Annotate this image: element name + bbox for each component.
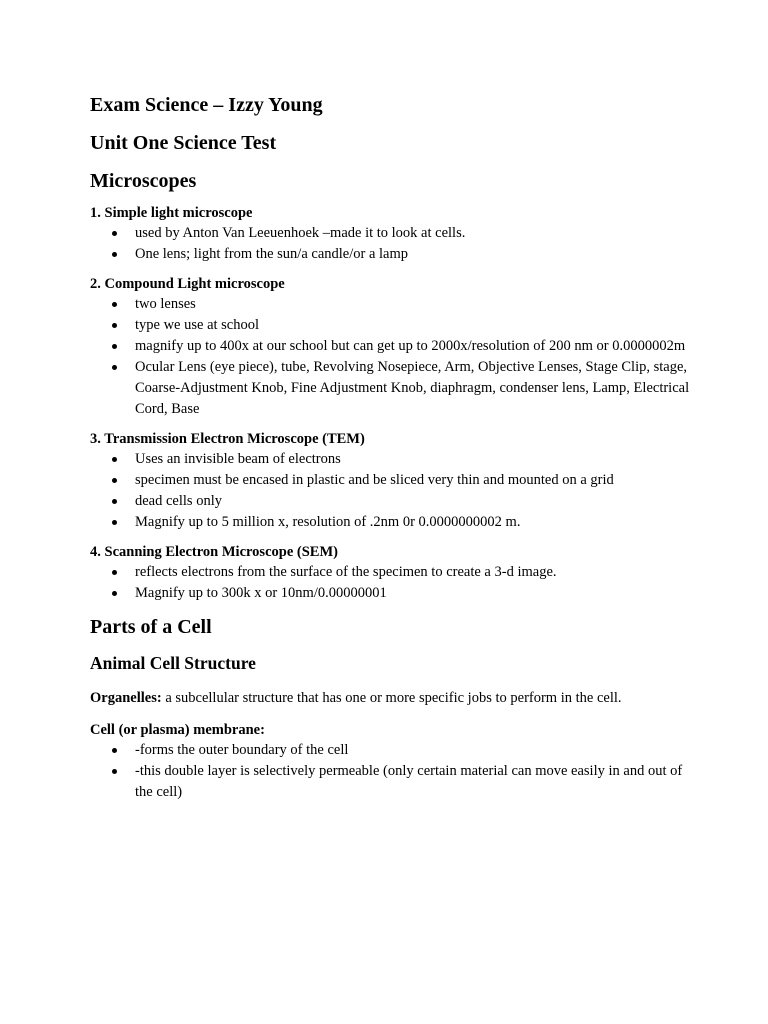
list-item: two lenses: [90, 294, 690, 315]
unit-heading: Unit One Science Test: [90, 132, 277, 154]
animal-cell-heading: Animal Cell Structure: [90, 653, 256, 673]
simple-microscope-list: [90, 223, 690, 265]
compound-microscope-heading: 2. Compound Light microscope: [90, 276, 285, 292]
tem-list: [90, 449, 690, 533]
organelles-text: a subcellular structure that has one or more specific jobs to perform in the cell.: [161, 690, 622, 706]
cell-membrane-list: [90, 740, 690, 803]
cell-membrane-heading: Cell (or plasma) membrane:: [90, 722, 265, 738]
list-item: specimen must be encased in plastic and be sliced very thin and mounted on a grid: [90, 470, 690, 491]
sem-list: [90, 562, 690, 604]
sem-heading: 4. Scanning Electron Microscope (SEM): [90, 544, 338, 560]
list-item: -forms the outer boundary of the cell: [90, 740, 690, 761]
list-item: reflects electrons from the surface of the specimen to create a 3-d image.: [90, 562, 690, 583]
list-item: used by Anton Van Leeuenhoek –made it to look at cells.: [90, 223, 690, 244]
list-item: Magnify up to 300k x or 10nm/0.00000001: [90, 583, 690, 604]
organelles-definition: [90, 689, 690, 708]
compound-microscope-list: [90, 294, 690, 420]
simple-microscope-heading: 1. Simple light microscope: [90, 205, 253, 221]
list-item: Uses an invisible beam of electrons: [90, 449, 690, 470]
list-item: Magnify up to 5 million x, resolution of .2nm 0r 0.0000000002 m.: [90, 512, 690, 533]
document-title: Exam Science – Izzy Young: [90, 94, 323, 116]
list-item: Ocular Lens (eye piece), tube, Revolving Nosepiece, Arm, Objective Lenses, Stage Clip, stage, Coarse-Adjustment Knob, Fine Adjustment Knob, diaphragm, condenser lens, Lamp, Electrical Cord, Base: [90, 357, 690, 420]
document-body: [90, 92, 690, 803]
list-item: type we use at school: [90, 315, 690, 336]
list-item: One lens; light from the sun/a candle/or a lamp: [90, 244, 690, 265]
tem-heading: 3. Transmission Electron Microscope (TEM): [90, 431, 365, 447]
list-item: magnify up to 400x at our school but can get up to 2000x/resolution of 200 nm or 0.0000002m: [90, 336, 690, 357]
parts-of-cell-heading: Parts of a Cell: [90, 616, 212, 638]
list-item: -this double layer is selectively permeable (only certain material can move easily in and out of the cell): [90, 761, 690, 803]
list-item: dead cells only: [90, 491, 690, 512]
microscopes-heading: Microscopes: [90, 170, 197, 192]
organelles-term: Organelles:: [90, 690, 162, 706]
